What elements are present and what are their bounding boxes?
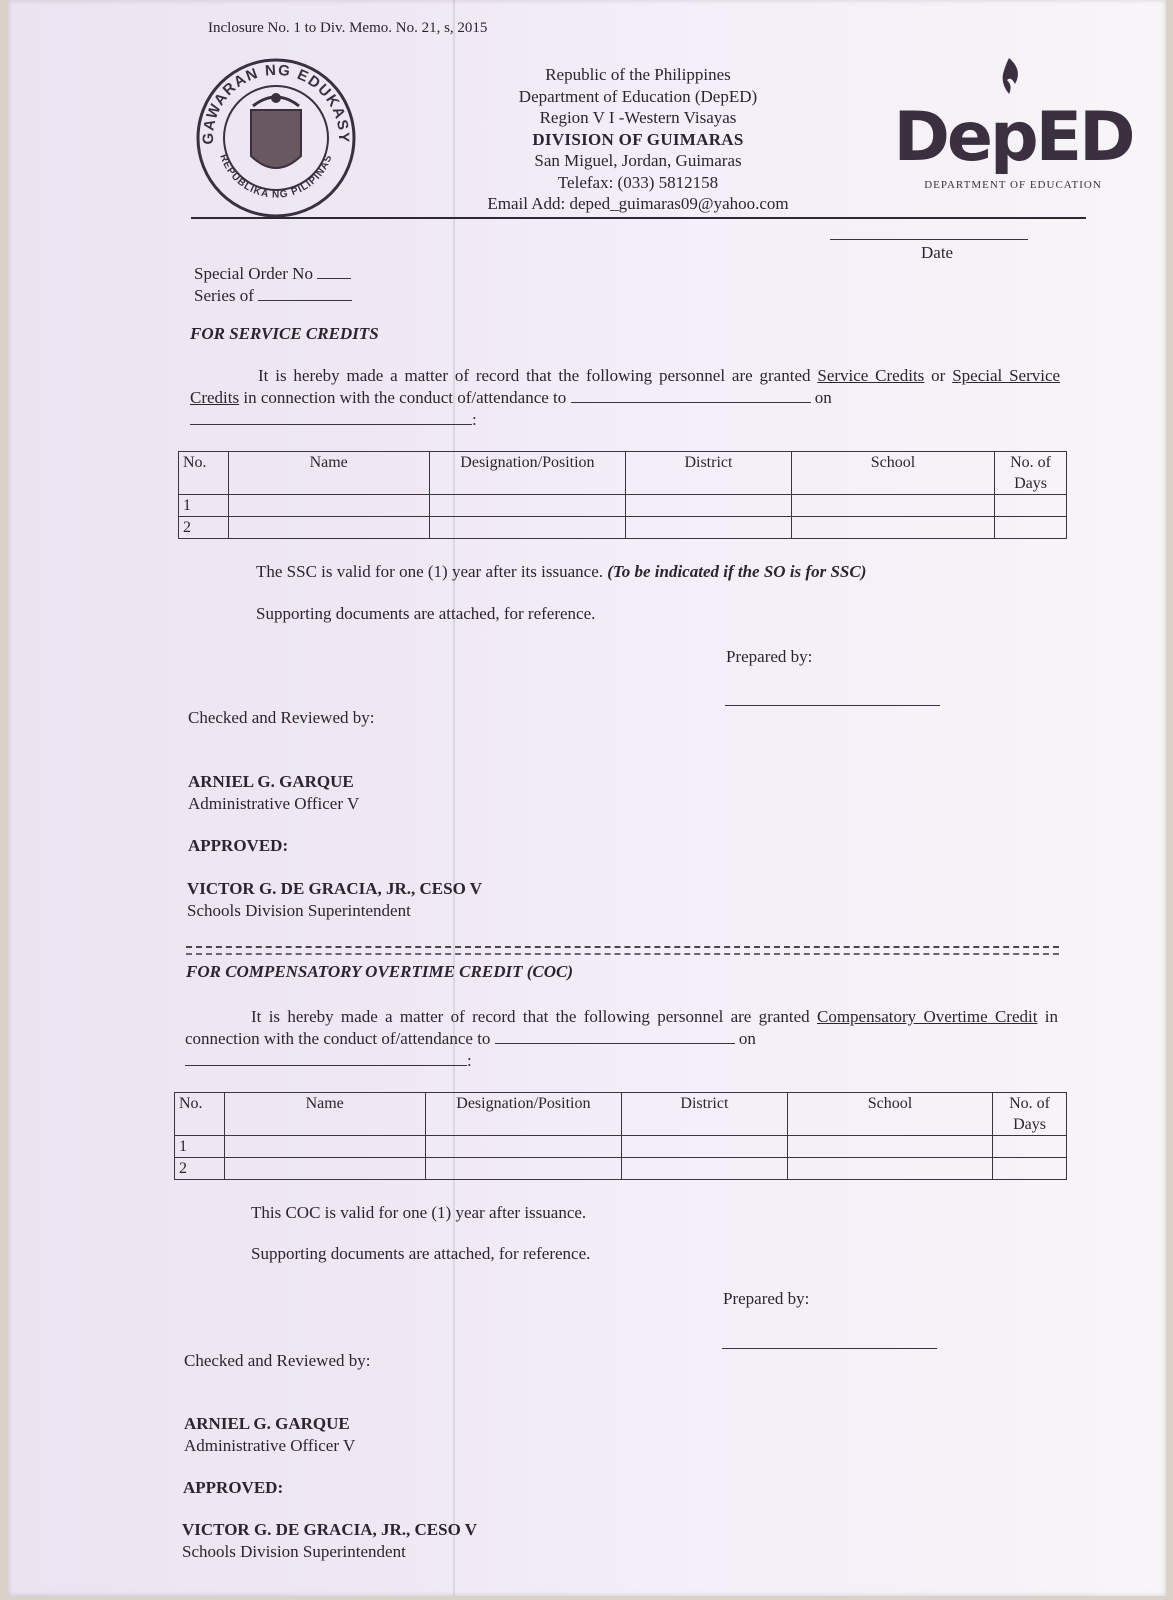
republic-line: Republic of the Philippines <box>545 65 731 84</box>
coc-date-venue-blank[interactable] <box>185 1065 467 1066</box>
seal-top-text: GAWARAN NG EDUKASY <box>199 61 353 145</box>
enclosure-note: Inclosure No. 1 to Div. Memo. No. 21, s, 2015 <box>208 20 488 36</box>
table-row: 2 <box>175 1158 1067 1180</box>
col-no: No. <box>179 452 229 495</box>
service-credits-paragraph: It is hereby made a matter of record that the following personnel are granted Service Credits or Special Service Credits in connection with the conduct of/attendance to on : <box>190 366 1061 429</box>
office-header <box>448 64 828 215</box>
special-order-label: Special Order No <box>194 264 313 283</box>
service-credits-title: FOR SERVICE CREDITS <box>190 324 379 343</box>
ssc-superintendent-name: VICTOR G. DE GRACIA, JR., CESO V <box>187 879 483 898</box>
table-row: 1 <box>175 1136 1067 1158</box>
col-no: No. <box>175 1093 225 1136</box>
activity-blank[interactable] <box>571 402 811 403</box>
service-credits-link: Service Credits <box>817 366 925 385</box>
col-days: No. of Days <box>995 452 1067 495</box>
coc-approved: APPROVED: <box>183 1478 284 1497</box>
ssc-prepared-by: Prepared by: <box>726 647 813 666</box>
division-line: DIVISION OF GUIMARAS <box>532 129 744 149</box>
logo-wordmark: DepED <box>893 98 1133 177</box>
coc-superintendent-title: Schools Division Superintendent <box>182 1542 406 1561</box>
special-service-credits-link: Special Service Credits <box>190 366 1061 407</box>
seal-bottom-text: REPUBLIKA NG PILIPINAS <box>217 152 335 201</box>
coc-paragraph: It is hereby made a matter of record that the following personnel are granted Compensatory Overtime Credit in connection with the conduct of/attendance to on : <box>185 1007 1059 1070</box>
deped-wordmark-logo <box>893 50 1133 200</box>
coc-table <box>174 1092 1067 1180</box>
coc-officer-title: Administrative Officer V <box>184 1436 356 1455</box>
date-label: Date <box>921 243 954 262</box>
ssc-prepared-signature-line[interactable] <box>725 705 940 706</box>
ssc-approved: APPROVED: <box>188 836 289 855</box>
coc-checked-by: Checked and Reviewed by: <box>184 1351 371 1370</box>
coc-prepared-signature-line[interactable] <box>722 1348 937 1349</box>
col-district: District <box>621 1093 787 1136</box>
ssc-validity: The SSC is valid for one (1) year after its issuance. (To be indicated if the SO is for SSC) <box>256 562 867 581</box>
coc-link: Compensatory Overtime Credit <box>816 1007 1038 1026</box>
col-name: Name <box>228 452 429 495</box>
date-blank[interactable] <box>830 239 1028 240</box>
special-order-blank[interactable] <box>317 278 351 279</box>
table-row: 1 <box>179 495 1067 517</box>
coc-validity: This COC is valid for one (1) year after issuance. <box>251 1203 587 1222</box>
coc-title: FOR COMPENSATORY OVERTIME CREDIT (COC) <box>186 962 573 981</box>
service-credits-table <box>178 451 1067 539</box>
address-line: San Miguel, Jordan, Guimaras <box>534 151 742 170</box>
department-line: Department of Education (DepED) <box>518 86 758 106</box>
table-header-row <box>175 1093 1067 1136</box>
series-blank[interactable] <box>258 300 352 301</box>
logo-subtext: DEPARTMENT OF EDUCATION <box>924 179 1102 191</box>
ssc-checked-by: Checked and Reviewed by: <box>188 708 375 727</box>
deped-seal-logo <box>191 58 361 218</box>
telefax-line: Telefax: (033) 5812158 <box>557 172 719 192</box>
header-rule <box>191 217 1086 219</box>
ssc-officer-title: Administrative Officer V <box>188 794 360 813</box>
section-divider <box>186 946 1059 955</box>
special-order-field <box>194 264 351 284</box>
coc-activity-blank[interactable] <box>495 1043 735 1044</box>
email-line: Email Add: deped_guimaras09@yahoo.com <box>487 194 789 213</box>
col-designation: Designation/Position <box>425 1093 621 1136</box>
col-name: Name <box>224 1093 425 1136</box>
table-row: 2 <box>179 517 1067 539</box>
ssc-supporting-docs: Supporting documents are attached, for reference. <box>256 604 596 623</box>
coc-superintendent-name: VICTOR G. DE GRACIA, JR., CESO V <box>182 1520 478 1539</box>
table-header-row <box>179 452 1067 495</box>
col-designation: Designation/Position <box>429 452 625 495</box>
col-district: District <box>626 452 792 495</box>
region-line: Region V I -Western Visayas <box>539 108 737 127</box>
ssc-superintendent-title: Schools Division Superintendent <box>187 901 411 920</box>
series-label: Series of <box>194 286 254 305</box>
series-field <box>194 286 352 306</box>
coc-prepared-by: Prepared by: <box>723 1289 810 1308</box>
coc-officer-name: ARNIEL G. GARQUE <box>184 1414 350 1433</box>
col-school: School <box>787 1093 992 1136</box>
date-venue-blank[interactable] <box>190 424 472 425</box>
col-days: No. of Days <box>993 1093 1067 1136</box>
coc-supporting-docs: Supporting documents are attached, for reference. <box>251 1244 591 1263</box>
paper-fold <box>453 0 455 1596</box>
col-school: School <box>791 452 994 495</box>
ssc-officer-name: ARNIEL G. GARQUE <box>188 772 354 791</box>
document-page <box>8 0 1166 1596</box>
